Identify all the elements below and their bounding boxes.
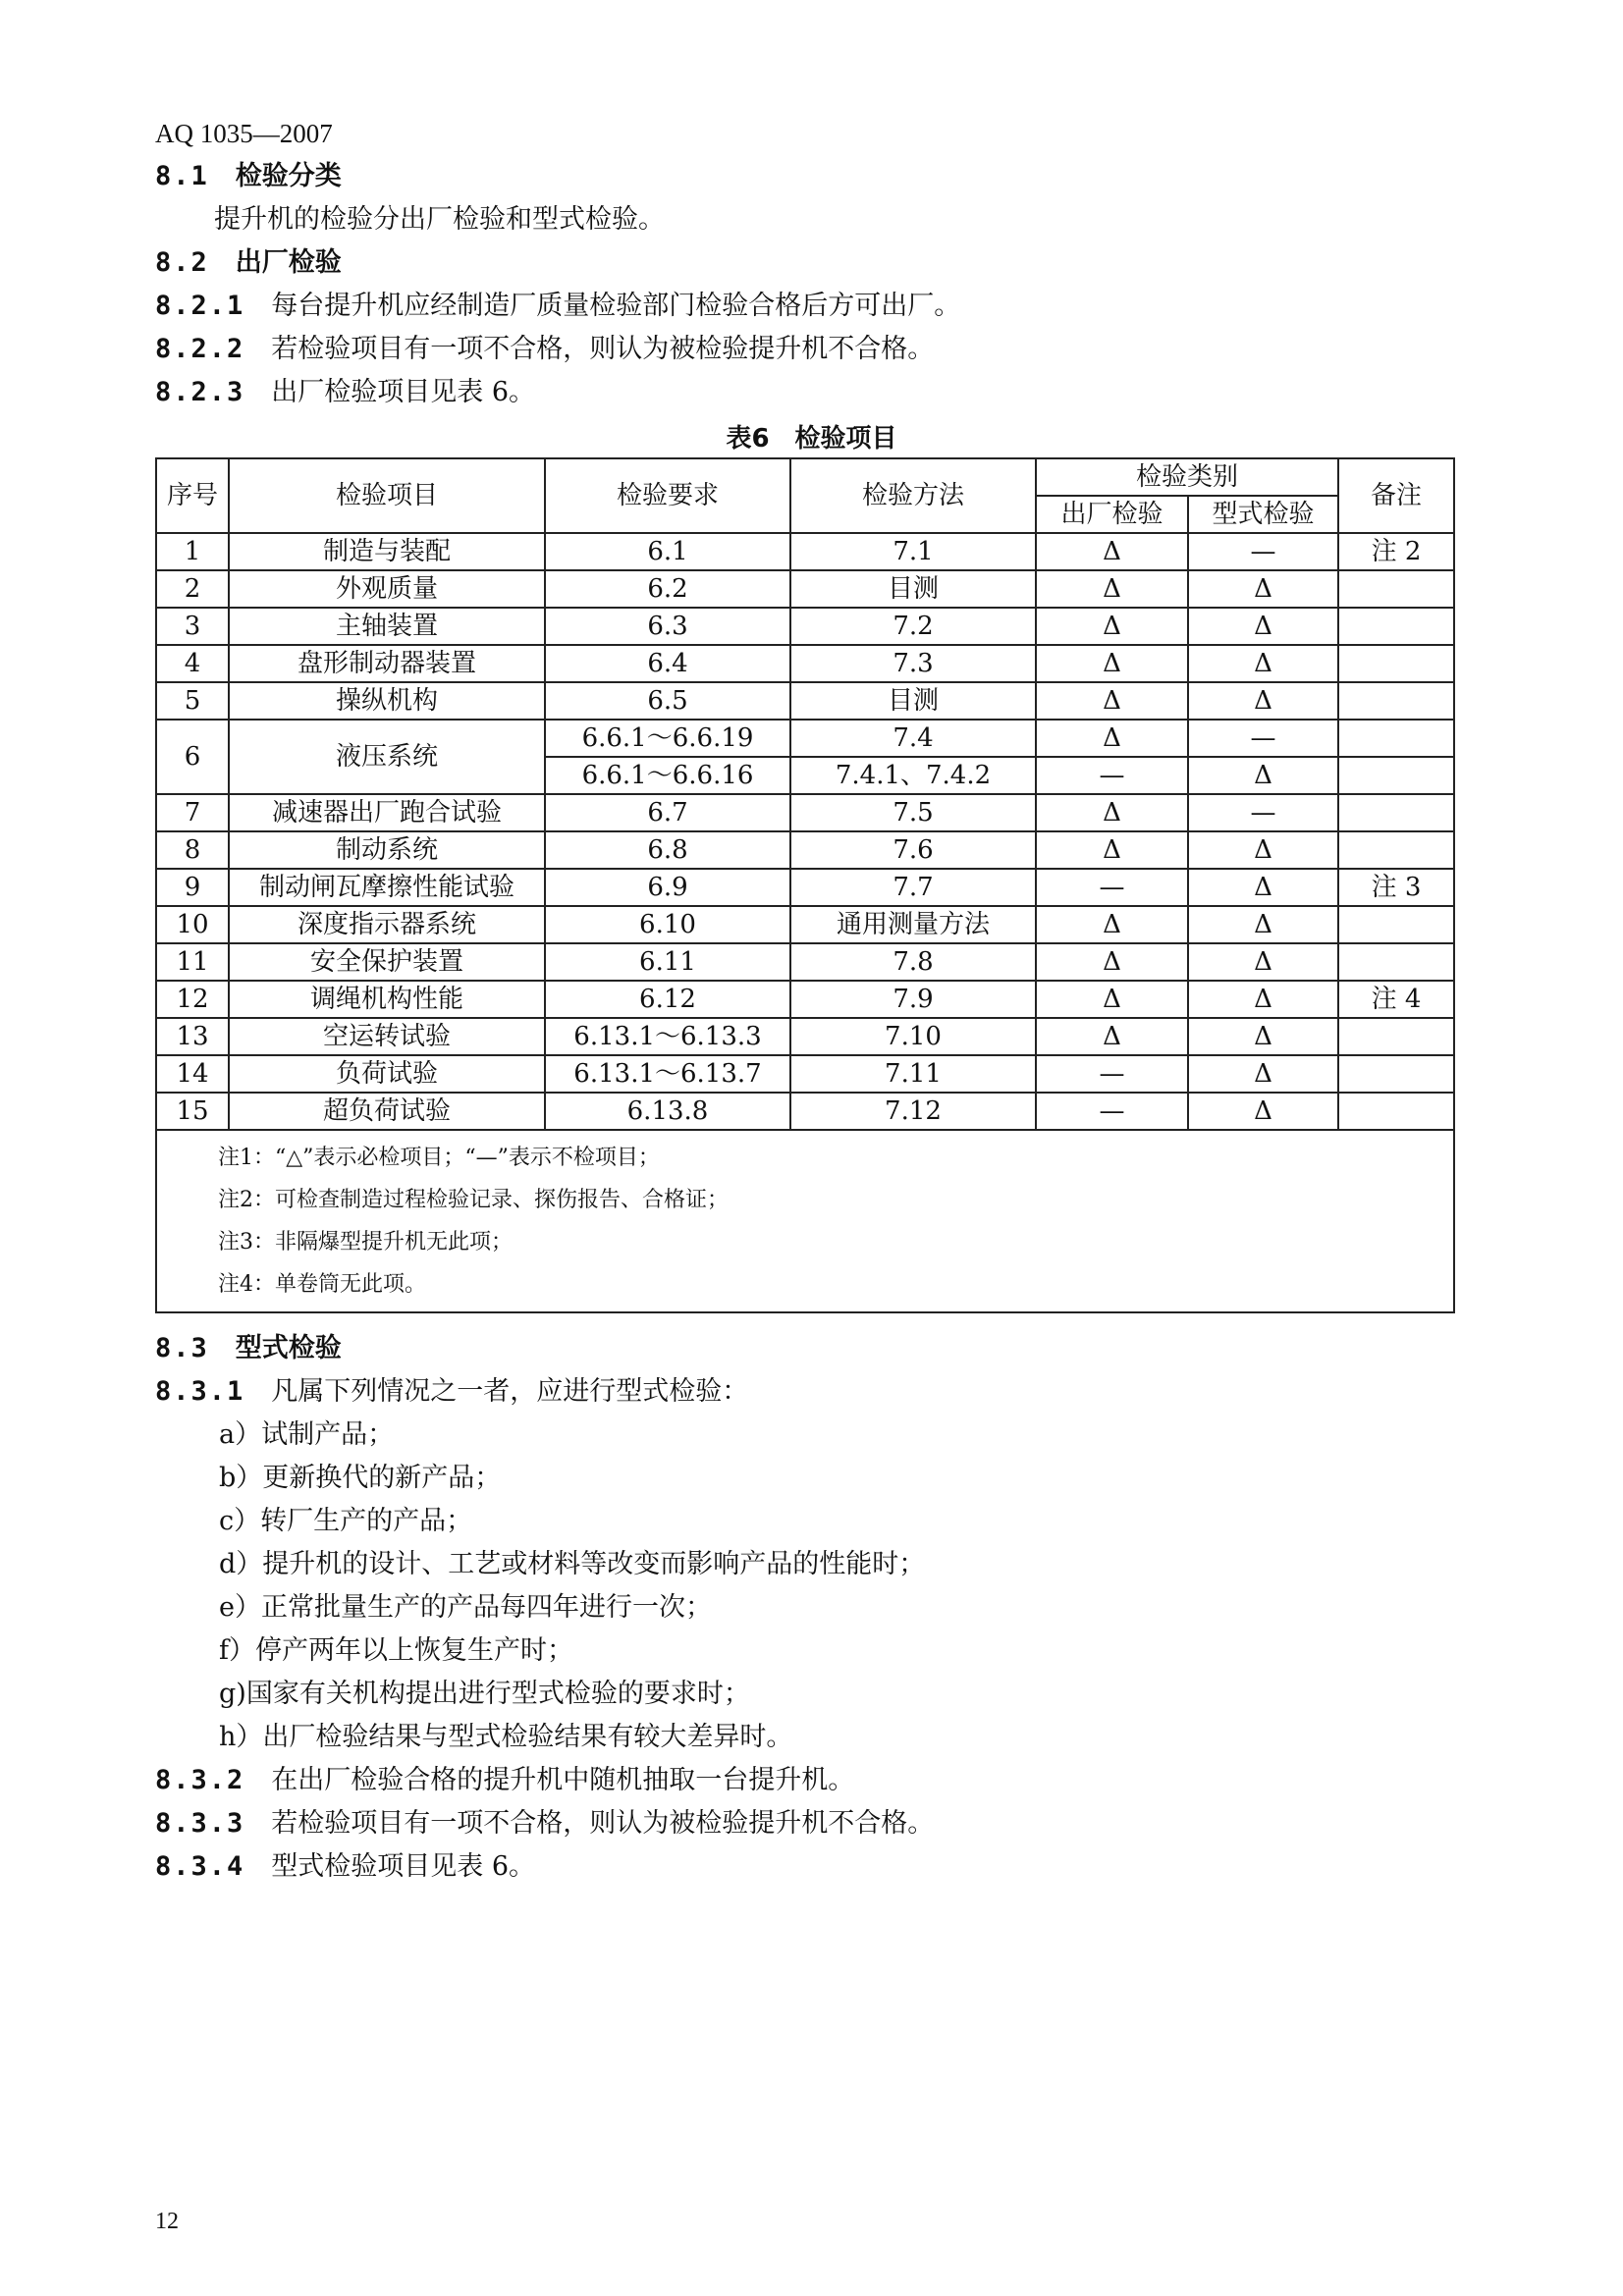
cell-no: 11 — [156, 943, 229, 981]
cell-method: 7.10 — [790, 1018, 1036, 1055]
table-row — [156, 533, 1454, 570]
cell-requirement: 6.13.8 — [545, 1093, 790, 1130]
clause-8-3-1 — [155, 1374, 748, 1410]
cell-no: 7 — [156, 794, 229, 831]
list-item: f）停产两年以上恢复生产时； — [219, 1635, 573, 1666]
cell-requirement: 6.9 — [545, 869, 790, 906]
clause-text: 凡属下列情况之一者，应进行型式检验： — [271, 1376, 749, 1407]
cell-factory: — — [1036, 757, 1188, 794]
cell-no: 4 — [156, 645, 229, 682]
cell-requirement: 6.10 — [545, 906, 790, 943]
table-row — [156, 1055, 1454, 1093]
cell-no: 8 — [156, 831, 229, 869]
cell-item: 操纵机构 — [229, 682, 545, 720]
cell-remark — [1338, 720, 1454, 757]
section-8-1-heading — [155, 159, 342, 194]
cell-type: Δ — [1188, 608, 1338, 645]
cell-item: 调绳机构性能 — [229, 981, 545, 1018]
cell-method: 目测 — [790, 682, 1036, 720]
cell-no: 2 — [156, 570, 229, 608]
table-row — [156, 645, 1454, 682]
cell-method: 7.8 — [790, 943, 1036, 981]
cell-method: 通用测量方法 — [790, 906, 1036, 943]
cell-factory: Δ — [1036, 533, 1188, 570]
cell-item: 液压系统 — [229, 720, 545, 794]
clause-number: 8.2.1 — [155, 291, 245, 321]
clause-8-3-3 — [155, 1806, 934, 1842]
cell-requirement: 6.11 — [545, 943, 790, 981]
document-code: AQ 1035—2007 — [155, 119, 333, 148]
cell-factory: — — [1036, 1055, 1188, 1093]
clause-number: 8.2.2 — [155, 334, 245, 364]
section-title: 检验分类 — [235, 161, 342, 191]
list-item: a）试制产品； — [219, 1419, 395, 1450]
cell-method: 7.12 — [790, 1093, 1036, 1130]
cell-no: 5 — [156, 682, 229, 720]
table-caption: 表6 检验项目 — [726, 424, 897, 454]
cell-item: 盘形制动器装置 — [229, 645, 545, 682]
cell-no: 15 — [156, 1093, 229, 1130]
table-row — [156, 943, 1454, 981]
clause-text: 型式检验项目见表 6。 — [271, 1851, 536, 1882]
clause-text: 在出厂检验合格的提升机中随机抽取一台提升机。 — [271, 1765, 855, 1795]
cell-requirement: 6.2 — [545, 570, 790, 608]
cell-remark — [1338, 757, 1454, 794]
cell-type: Δ — [1188, 869, 1338, 906]
cell-type: Δ — [1188, 831, 1338, 869]
cell-item: 安全保护装置 — [229, 943, 545, 981]
table-row — [156, 869, 1454, 906]
cell-no: 12 — [156, 981, 229, 1018]
inspection-items-table — [155, 457, 1455, 1313]
cell-factory: Δ — [1036, 682, 1188, 720]
cell-type: Δ — [1188, 906, 1338, 943]
cell-requirement: 6.6.1～6.6.19 — [545, 720, 790, 757]
list-item: h）出厂检验结果与型式检验结果有较大差异时。 — [219, 1722, 793, 1752]
cell-remark — [1338, 794, 1454, 831]
cell-requirement: 6.8 — [545, 831, 790, 869]
header-no: 序号 — [156, 458, 229, 533]
cell-requirement: 6.3 — [545, 608, 790, 645]
cell-no: 3 — [156, 608, 229, 645]
table-note: 注4：单卷筒无此项。 — [218, 1272, 426, 1297]
table-row — [156, 906, 1454, 943]
cell-no: 13 — [156, 1018, 229, 1055]
cell-type: Δ — [1188, 757, 1338, 794]
list-item: b）更新换代的新产品； — [219, 1463, 502, 1493]
cell-no: 14 — [156, 1055, 229, 1093]
table-row — [156, 720, 1454, 757]
table-note: 注3：非隔爆型提升机无此项； — [218, 1230, 513, 1255]
table-note: 注2：可检查制造过程检验记录、探伤报告、合格证； — [218, 1188, 729, 1212]
cell-type: Δ — [1188, 943, 1338, 981]
table-notes-row — [156, 1130, 1454, 1312]
cell-no: 1 — [156, 533, 229, 570]
clause-number: 8.3.3 — [155, 1808, 245, 1839]
table-row — [156, 794, 1454, 831]
cell-item: 制动闸瓦摩擦性能试验 — [229, 869, 545, 906]
cell-remark — [1338, 608, 1454, 645]
cell-remark — [1338, 1055, 1454, 1093]
table-row — [156, 608, 1454, 645]
cell-method: 目测 — [790, 570, 1036, 608]
section-title: 型式检验 — [235, 1333, 342, 1363]
clause-number: 8.3.4 — [155, 1851, 245, 1882]
section-8-2-heading — [155, 245, 342, 281]
cell-method: 7.2 — [790, 608, 1036, 645]
cell-method: 7.4 — [790, 720, 1036, 757]
header-factory-inspection: 出厂检验 — [1036, 496, 1188, 533]
table-row — [156, 1093, 1454, 1130]
clause-number: 8.2.3 — [155, 377, 245, 407]
table-note: 注1：“△”表示必检项目；“—”表示不检项目； — [218, 1146, 660, 1170]
clause-8-3-4 — [155, 1849, 535, 1885]
header-method: 检验方法 — [790, 458, 1036, 533]
cell-requirement: 6.6.1～6.6.16 — [545, 757, 790, 794]
cell-no: 9 — [156, 869, 229, 906]
section-number: 8.3 — [155, 1333, 209, 1363]
header-item: 检验项目 — [229, 458, 545, 533]
cell-method: 7.1 — [790, 533, 1036, 570]
cell-requirement: 6.5 — [545, 682, 790, 720]
cell-remark — [1338, 645, 1454, 682]
cell-method: 7.6 — [790, 831, 1036, 869]
cell-factory: — — [1036, 1093, 1188, 1130]
cell-factory: Δ — [1036, 720, 1188, 757]
cell-factory: Δ — [1036, 608, 1188, 645]
cell-requirement: 6.12 — [545, 981, 790, 1018]
cell-factory: Δ — [1036, 906, 1188, 943]
clause-text: 出厂检验项目见表 6。 — [271, 377, 536, 407]
cell-remark — [1338, 906, 1454, 943]
clause-8-2-3 — [155, 375, 535, 410]
cell-requirement: 6.13.1～6.13.3 — [545, 1018, 790, 1055]
clause-number: 8.3.2 — [155, 1765, 245, 1795]
cell-method: 7.4.1、7.4.2 — [790, 757, 1036, 794]
cell-type: Δ — [1188, 981, 1338, 1018]
cell-method: 7.9 — [790, 981, 1036, 1018]
cell-type: Δ — [1188, 1018, 1338, 1055]
clause-number: 8.3.1 — [155, 1376, 245, 1407]
cell-remark: 注 2 — [1338, 533, 1454, 570]
cell-item: 减速器出厂跑合试验 — [229, 794, 545, 831]
cell-remark — [1338, 831, 1454, 869]
cell-item: 空运转试验 — [229, 1018, 545, 1055]
cell-method: 7.11 — [790, 1055, 1036, 1093]
cell-type: — — [1188, 533, 1338, 570]
table-row — [156, 981, 1454, 1018]
table-row — [156, 831, 1454, 869]
list-item: d）提升机的设计、工艺或材料等改变而影响产品的性能时； — [219, 1549, 926, 1579]
clause-8-2-2 — [155, 332, 934, 367]
clause-8-3-2 — [155, 1763, 854, 1798]
cell-item: 超负荷试验 — [229, 1093, 545, 1130]
clause-text: 若检验项目有一项不合格，则认为被检验提升机不合格。 — [271, 1808, 935, 1839]
cell-type: Δ — [1188, 682, 1338, 720]
clause-text: 若检验项目有一项不合格，则认为被检验提升机不合格。 — [271, 334, 935, 364]
cell-factory: Δ — [1036, 943, 1188, 981]
table-notes — [156, 1130, 1454, 1312]
cell-type: Δ — [1188, 1055, 1338, 1093]
cell-item: 制动系统 — [229, 831, 545, 869]
cell-item: 深度指示器系统 — [229, 906, 545, 943]
cell-method: 7.5 — [790, 794, 1036, 831]
cell-remark — [1338, 682, 1454, 720]
cell-factory: Δ — [1036, 981, 1188, 1018]
cell-item: 制造与装配 — [229, 533, 545, 570]
cell-requirement: 6.7 — [545, 794, 790, 831]
cell-remark: 注 3 — [1338, 869, 1454, 906]
cell-item: 外观质量 — [229, 570, 545, 608]
header-remark: 备注 — [1338, 458, 1454, 533]
cell-factory: Δ — [1036, 831, 1188, 869]
cell-remark — [1338, 943, 1454, 981]
cell-remark — [1338, 570, 1454, 608]
list-item: e）正常批量生产的产品每四年进行一次； — [219, 1592, 712, 1623]
table-row — [156, 1018, 1454, 1055]
cell-requirement: 6.13.1～6.13.7 — [545, 1055, 790, 1093]
cell-no: 6 — [156, 720, 229, 794]
cell-type: Δ — [1188, 645, 1338, 682]
cell-factory: — — [1036, 869, 1188, 906]
section-title: 出厂检验 — [235, 247, 342, 278]
header-requirement: 检验要求 — [545, 458, 790, 533]
header-type-inspection: 型式检验 — [1188, 496, 1338, 533]
cell-factory: Δ — [1036, 794, 1188, 831]
cell-item: 主轴装置 — [229, 608, 545, 645]
cell-type: Δ — [1188, 570, 1338, 608]
cell-remark: 注 4 — [1338, 981, 1454, 1018]
clause-8-2-1 — [155, 289, 960, 324]
cell-remark — [1338, 1018, 1454, 1055]
cell-requirement: 6.4 — [545, 645, 790, 682]
cell-factory: Δ — [1036, 570, 1188, 608]
cell-method: 7.7 — [790, 869, 1036, 906]
cell-remark — [1338, 1093, 1454, 1130]
table-row — [156, 570, 1454, 608]
clause-text: 每台提升机应经制造厂质量检验部门检验合格后方可出厂。 — [271, 291, 961, 321]
list-item: c）转厂生产的产品； — [219, 1506, 473, 1536]
cell-method: 7.3 — [790, 645, 1036, 682]
cell-type: — — [1188, 720, 1338, 757]
page-number: 12 — [155, 2209, 179, 2234]
section-8-1-body: 提升机的检验分出厂检验和型式检验。 — [214, 204, 665, 235]
cell-factory: Δ — [1036, 645, 1188, 682]
table-row — [156, 682, 1454, 720]
list-item: g)国家有关机构提出进行型式检验的要求时； — [219, 1679, 750, 1709]
cell-item: 负荷试验 — [229, 1055, 545, 1093]
section-8-3-heading — [155, 1331, 342, 1366]
cell-type: — — [1188, 794, 1338, 831]
section-number: 8.1 — [155, 161, 209, 191]
section-number: 8.2 — [155, 247, 209, 278]
header-category: 检验类别 — [1036, 458, 1338, 496]
cell-no: 10 — [156, 906, 229, 943]
cell-factory: Δ — [1036, 1018, 1188, 1055]
cell-type: Δ — [1188, 1093, 1338, 1130]
cell-requirement: 6.1 — [545, 533, 790, 570]
